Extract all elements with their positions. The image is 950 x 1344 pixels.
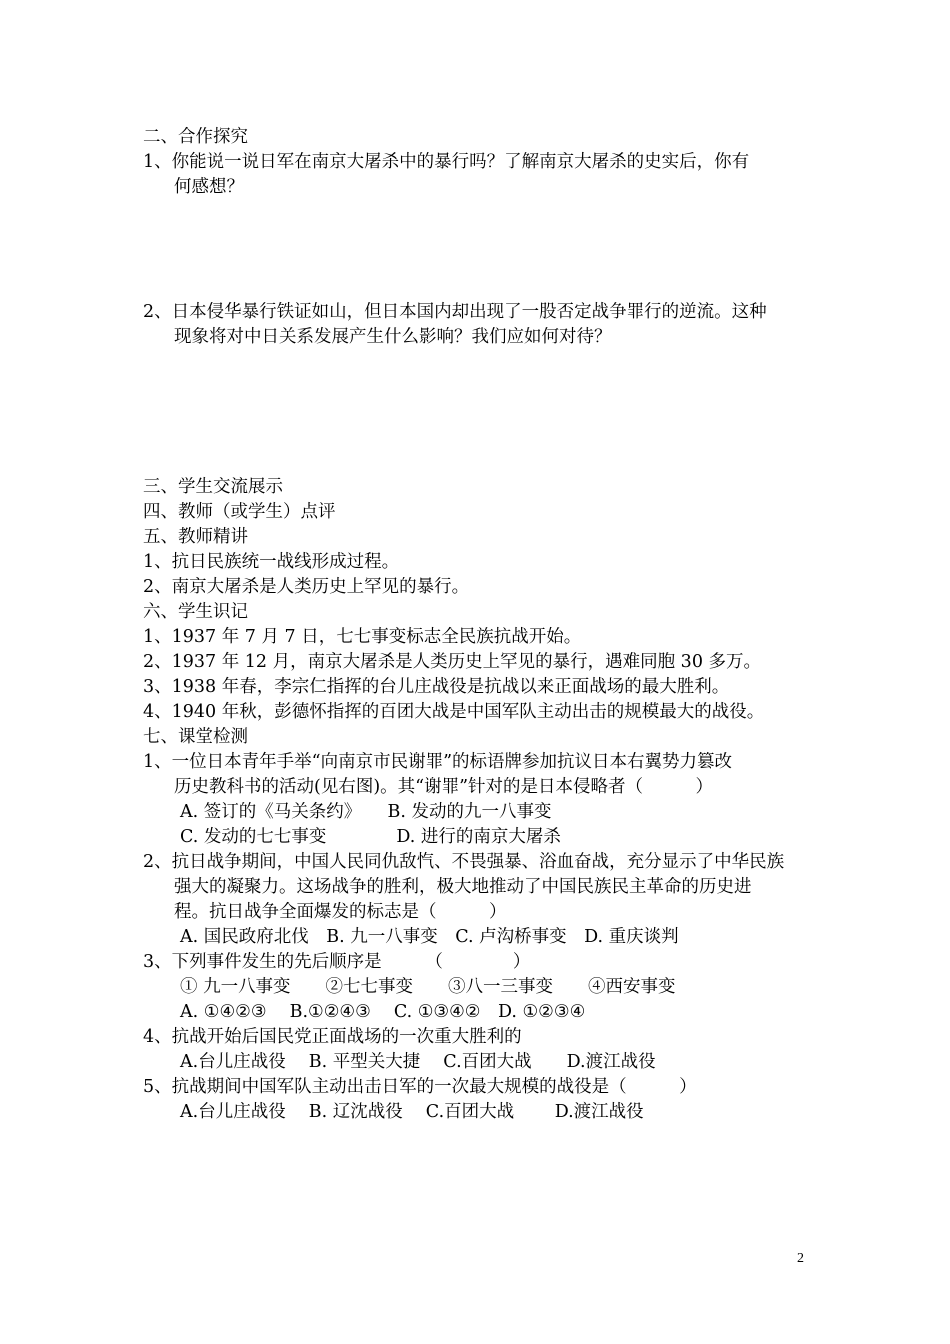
test-q3-events: ① 九一八事变 ②七七事变 ③八一三事变 ④西安事变 [180, 977, 676, 997]
test-q2-line-1: 2、抗日战争期间，中国人民同仇敌忾、不畏强暴、浴血奋战，充分显示了中华民族 [143, 852, 785, 872]
test-q1-options-cd: C. 发动的七七事变 D. 进行的南京大屠杀 [180, 827, 561, 847]
memorize-item-4: 4、1940 年秋，彭德怀指挥的百团大战是中国军队主动出击的规模最大的战役。 [143, 702, 765, 722]
page-number: 2 [797, 1251, 804, 1266]
test-q3-line-1: 3、下列事件发生的先后顺序是 （ ） [143, 952, 531, 972]
test-q4-line-1: 4、抗战开始后国民党正面战场的一次重大胜利的 [143, 1027, 522, 1047]
test-q1-line-2: 历史教科书的活动(见右图)。其“谢罪”针对的是日本侵略者（ ） [174, 777, 714, 797]
section-heading-class-test: 七、课堂检测 [143, 727, 248, 747]
test-q1-line-1: 1、一位日本青年手举“向南京市民谢罪”的标语牌参加抗议日本右翼势力篡改 [143, 752, 733, 772]
memorize-item-1: 1、1937 年 7 月 7 日，七七事变标志全民族抗战开始。 [143, 627, 582, 647]
section-heading-cooperation: 二、合作探究 [143, 127, 248, 147]
section-heading-memorize: 六、学生识记 [143, 602, 248, 622]
test-q2-line-3: 程。抗日战争全面爆发的标志是（ ） [174, 902, 507, 922]
test-q5-options: A.台儿庄战役 B. 辽沈战役 C.百团大战 D.渡江战役 [180, 1102, 644, 1122]
memorize-item-3: 3、1938 年春，李宗仁指挥的台儿庄战役是抗战以来正面战场的最大胜利。 [143, 677, 730, 697]
question-2-line-2: 现象将对中日关系发展产生什么影响？我们应如何对待？ [174, 327, 612, 347]
test-q3-options: A. ①④②③ B.①②④③ C. ①③④② D. ①②③④ [180, 1002, 586, 1022]
question-1-line-2: 何感想？ [174, 177, 244, 197]
lecture-item-1: 1、抗日民族统一战线形成过程。 [143, 552, 400, 572]
question-2-line-1: 2、日本侵华暴行铁证如山，但日本国内却出现了一股否定战争罪行的逆流。这种 [143, 302, 767, 322]
test-q1-options-ab: A. 签订的《马关条约》 B. 发动的九一八事变 [180, 802, 552, 822]
memorize-item-2: 2、1937 年 12 月，南京大屠杀是人类历史上罕见的暴行，遇难同胞 30 多万。 [143, 652, 762, 672]
test-q2-line-2: 强大的凝聚力。这场战争的胜利，极大地推动了中国民族民主革命的历史进 [174, 877, 752, 897]
section-heading-review: 四、教师（或学生）点评 [143, 502, 336, 522]
test-q5-line-1: 5、抗战期间中国军队主动出击日军的一次最大规模的战役是（ ） [143, 1077, 697, 1097]
test-q2-options: A. 国民政府北伐 B. 九一八事变 C. 卢沟桥事变 D. 重庆谈判 [180, 927, 679, 947]
section-heading-teacher-lecture: 五、教师精讲 [143, 527, 248, 547]
section-heading-student-display: 三、学生交流展示 [143, 477, 283, 497]
lecture-item-2: 2、南京大屠杀是人类历史上罕见的暴行。 [143, 577, 470, 597]
question-1-line-1: 1、你能说一说日军在南京大屠杀中的暴行吗？了解南京大屠杀的史实后，你有 [143, 152, 750, 172]
test-q4-options: A.台儿庄战役 B. 平型关大捷 C.百团大战 D.渡江战役 [180, 1052, 656, 1072]
